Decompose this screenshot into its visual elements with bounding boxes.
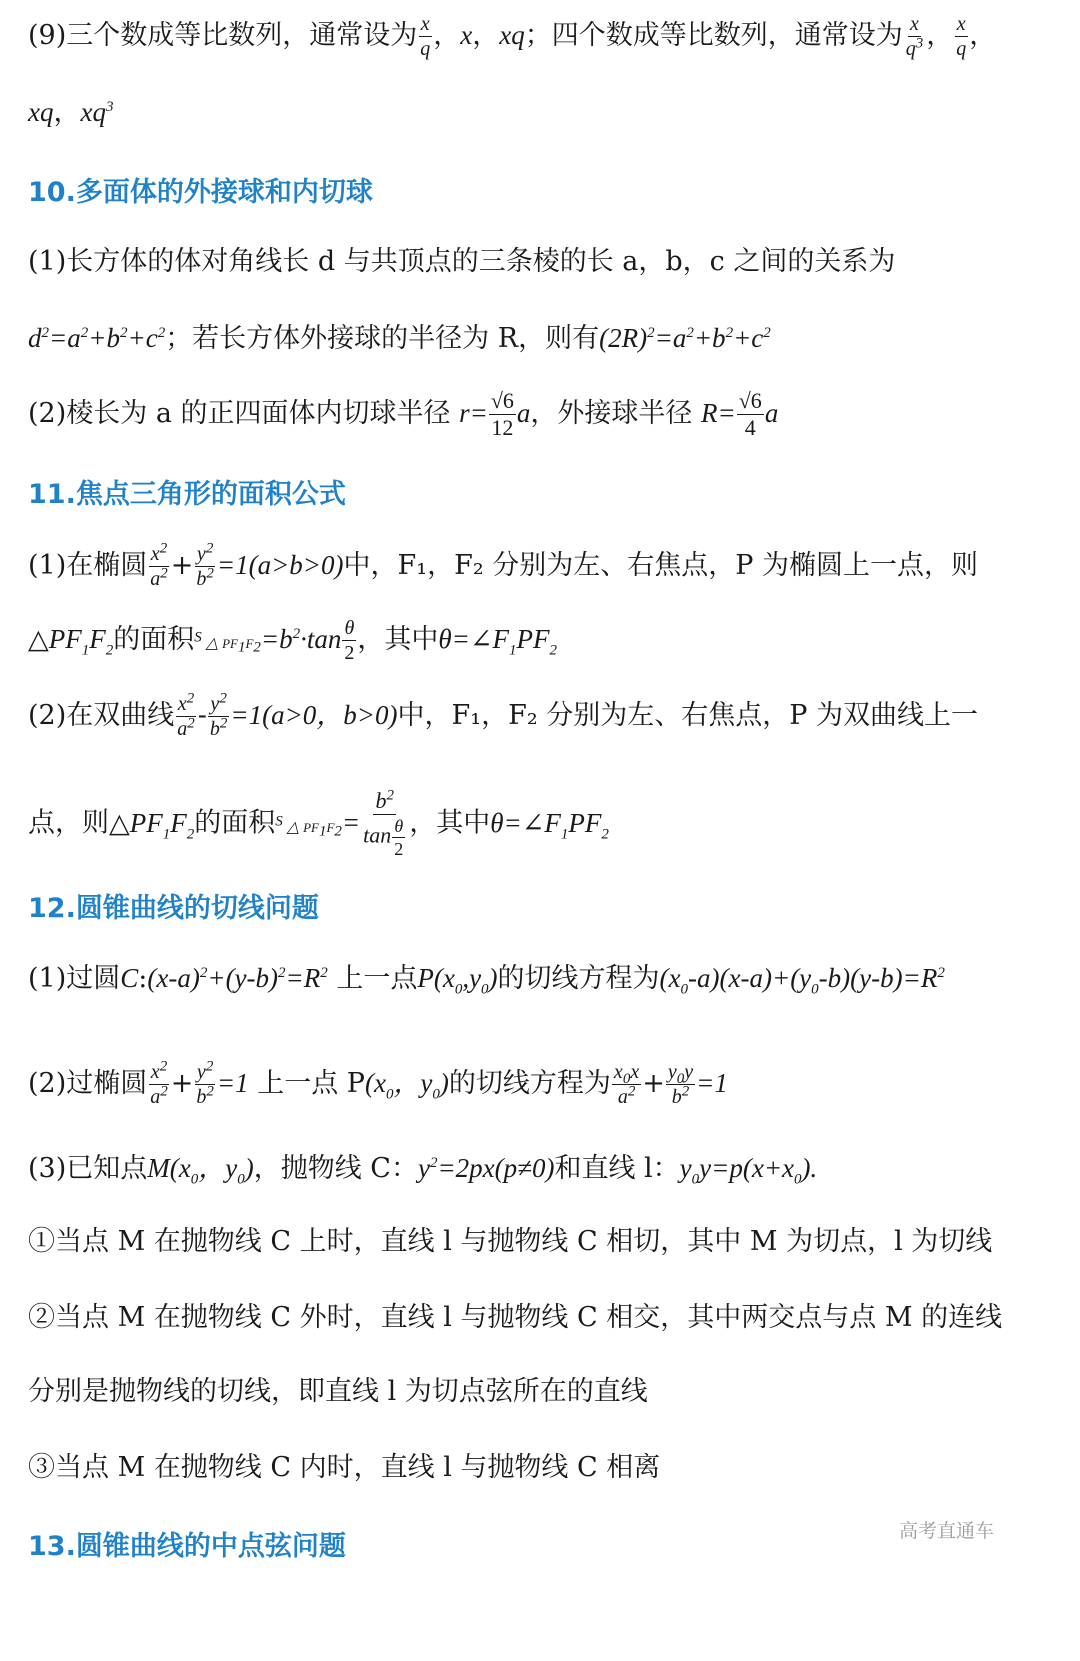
item-11-1-line2: $\triangle PF_1F_2$的面积$^S$ △ $PF_1F_2=b^2\cdot\tan$ $\frac{\theta}{2}$ ，其中$\theta=\angle F_1PF_2$ (28, 617, 558, 664)
text: 中，F₁，F₂ 分别为左、右焦点，P 为双曲线上一 (397, 700, 978, 731)
text: (2)在双曲线 (28, 700, 175, 731)
section-heading-13: 13.圆锥曲线的中点弦问题 (28, 1531, 346, 1562)
text: ；若长方体外接球的半径为 R，则有 (165, 323, 600, 354)
text: (1)过圆 (28, 963, 121, 994)
fraction: $\frac{x}{q^3}$ (905, 13, 924, 60)
text: (2)过椭圆 (28, 1068, 148, 1099)
text: 四个数成等比数列，通常设为 (551, 20, 903, 51)
text: 点，则 (28, 807, 109, 839)
watermark: 高考直通车 (898, 1520, 994, 1542)
fraction: $\frac{x^2}{a^2}$ (177, 690, 195, 740)
fraction: $\frac{x^2}{a^2}$ (150, 1058, 168, 1108)
fraction: $\frac{\theta}{2}$ (344, 617, 355, 664)
text: 的面积 (194, 807, 276, 839)
item-12-1: (1)过圆$C:(x-a)^2+(y-b)^2=R^2$ 上一点$P(x_0,y_0)$的切线方程为$(x_0-a)(x-a)+(y_0-b)(y-b)=R^2$ (28, 963, 945, 998)
text: (2)棱长为 a 的正四面体内切球半径 (28, 398, 451, 429)
fraction: $\frac{y_0y}{b^2}$ (667, 1061, 694, 1108)
text: 和直线 l： (554, 1153, 680, 1184)
item-10-1-line2: $d^2=a^2+b^2+c^2$；若长方体外接球的半径为 R，则有$(2R)^2=a^2+b^2+c^2$ (28, 323, 771, 354)
item-12-3: (3)已知点$M(x_0$，$y_0$)，抛物线 C：$y^2=2px(p\ne 0)$和直线 l：$y_0y=p(x+x_0)$. (28, 1153, 818, 1188)
text: ，抛物线 C： (253, 1153, 418, 1184)
item-10-1-line1: (1)长方体的体对角线长 d 与共顶点的三条棱的长 a，b，c 之间的关系为 (28, 246, 896, 277)
text: 的面积 (113, 624, 195, 655)
item-12-2: (2)过椭圆 $\frac{x^2}{a^2}$ + $\frac{y^2}{b^2}$ =1 上一点 $P(x_0$，$y_0$)的切线方程为 $\frac{x_0x}{a^2}$ + $\frac{y_0y}{b^2}$ =1 (28, 1058, 728, 1108)
item-9-line1: (9)三个数成等比数列，通常设为 $\frac{x}{q}$ ，x，xq；四个数成等比数列，通常设为 $\frac{x}{q^3}$ ， $\frac{x}{q}$ ， (28, 13, 997, 60)
section-heading-11: 11.焦点三角形的面积公式 (28, 479, 346, 510)
section-heading-12: 12.圆锥曲线的切线问题 (28, 893, 319, 924)
text: ，外接球半径 (530, 398, 693, 429)
fraction: $\frac{√6}{12}$ (490, 388, 514, 440)
fraction: $\frac{√6}{4}$ (738, 388, 762, 440)
item-10-2: (2)棱长为 a 的正四面体内切球半径 r= $\frac{√6}{12}$ a，外接球半径 R= $\frac{√6}{4}$ a (28, 388, 779, 440)
text: (1)在椭圆 (28, 550, 148, 581)
case-2: ②当点 M 在抛物线 C 外时，直线 l 与抛物线 C 相交，其中两交点与点 M 的连线 (28, 1302, 1003, 1333)
text: 上一点 P (257, 1068, 365, 1099)
item-9-line2: xq，$xq^3$ (28, 97, 114, 128)
fraction: $\frac{y^2}{b^2}$ (196, 540, 214, 590)
text: ，其中 (409, 807, 491, 839)
section-heading-10: 10.多面体的外接球和内切球 (28, 177, 373, 208)
case-1: ①当点 M 在抛物线 C 上时，直线 l 与抛物线 C 相切，其中 M 为切点，l 为切线 (28, 1226, 993, 1257)
text: (3)已知点 (28, 1153, 148, 1184)
item-11-2-line1: (2)在双曲线 $\frac{x^2}{a^2}$ - $\frac{y^2}{b^2}$ =1(a>0，b>0)中，F₁，F₂ 分别为左、右焦点，P 为双曲线上一 (28, 690, 978, 740)
fraction: $\frac{x}{q}$ (956, 13, 967, 60)
text: 上一点 (336, 963, 418, 994)
fraction: $\frac{y^2}{b^2}$ (196, 1058, 214, 1108)
fraction: $\frac{x}{q}$ (420, 13, 431, 60)
text: 的切线方程为 (448, 1068, 611, 1099)
fraction: $\frac{x_0x}{a^2}$ (613, 1061, 640, 1108)
text: 的切线方程为 (497, 963, 660, 994)
case-3: ③当点 M 在抛物线 C 内时，直线 l 与抛物线 C 相离 (28, 1452, 661, 1483)
item-11-1-line1: (1)在椭圆 $\frac{x^2}{a^2}$ + $\frac{y^2}{b^2}$ =1(a>b>0)中，F₁，F₂ 分别为左、右焦点，P 为椭圆上一点，则 (28, 540, 978, 590)
item-11-2-line2: 点，则$\triangle PF_1F_2$的面积$^S$ △ $PF_1F_2=$ $b^2$ tan $\frac{\theta}{2}$ ，其中$\theta=\angle F_1PF_2$ (28, 787, 609, 859)
case-2-cont: 分别是抛物线的切线，即直线 l 为切点弦所在的直线 (28, 1376, 648, 1407)
text: ，其中 (357, 624, 439, 655)
fraction: $\frac{y^2}{b^2}$ (209, 690, 228, 740)
fraction: $\frac{x^2}{a^2}$ (150, 540, 168, 590)
fraction: $b^2$ tan $\frac{\theta}{2}$ (363, 787, 404, 859)
text: 中，F₁，F₂ 分别为左、右焦点，P 为椭圆上一点，则 (343, 550, 978, 581)
text: (9)三个数成等比数列，通常设为 (28, 20, 418, 51)
